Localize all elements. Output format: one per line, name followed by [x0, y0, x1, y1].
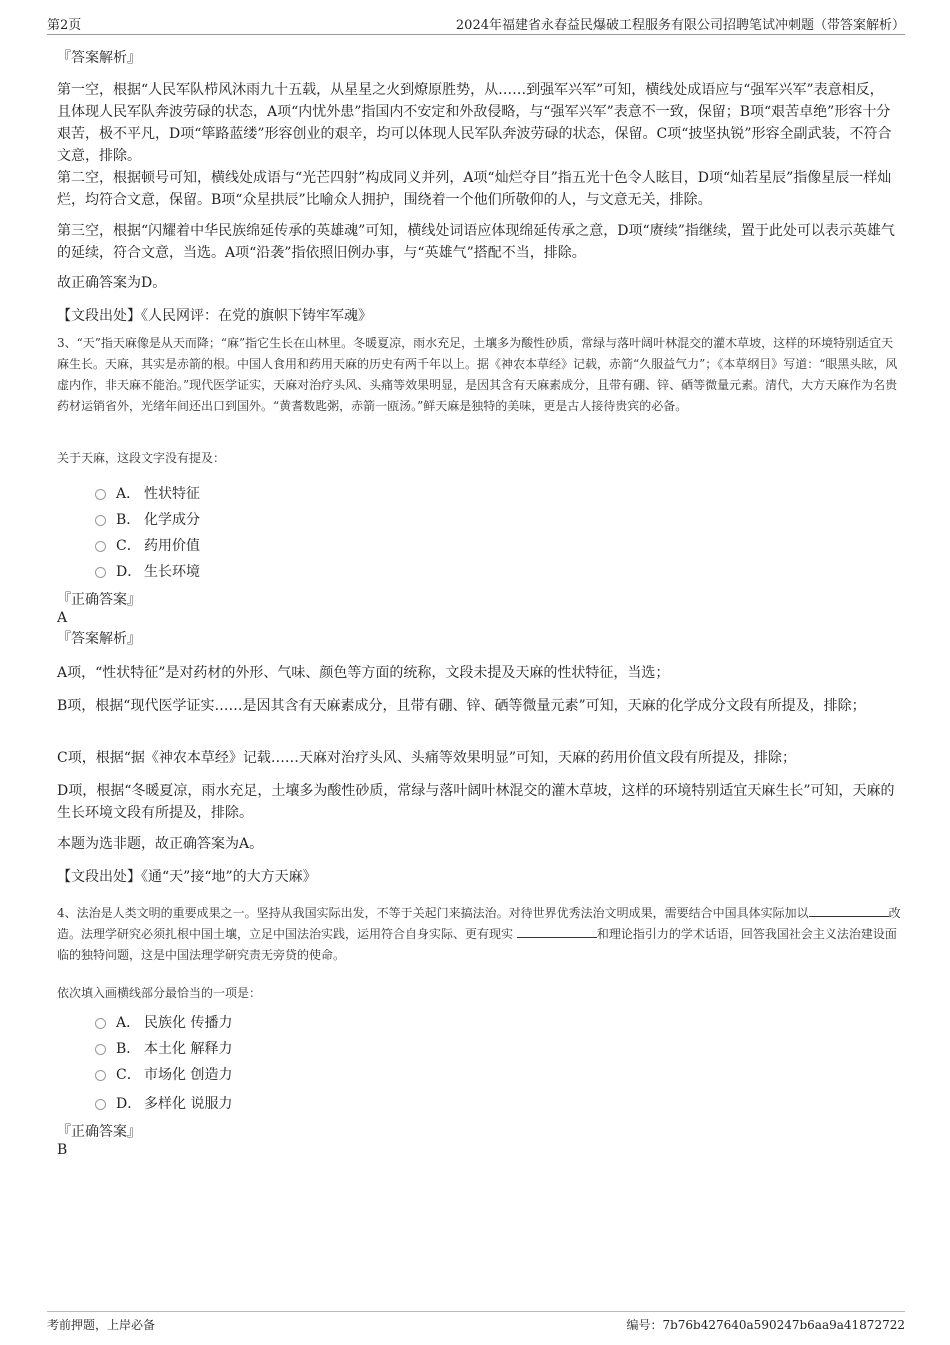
- source-citation: 【文段出处】《通“天”接“地”的大方天麻》: [57, 869, 317, 885]
- option-d[interactable]: [95, 1093, 232, 1115]
- option-a[interactable]: [95, 483, 200, 505]
- question-3-prompt: 关于天麻，这段文字没有提及：: [57, 451, 226, 465]
- option-text: 药用价值: [144, 538, 200, 554]
- passage-part-2: 改造。法理学研究必须扎根中国土壤，立足中国法治实践，运用符合自身实际、更有现实: [57, 906, 901, 941]
- footer-slogan: 考前押题，上岸必备: [47, 1318, 156, 1332]
- analysis-paragraph-3: 第三空，根据“闪耀着中华民族绵延传承的英雄魂”可知，横线处词语应体现绵延传承之意，D项“赓续”指继续，置于此处可以表示英雄气的延续，符合文意，当选。A项“沿袭”指依照旧例办事，与“英雄气”搭配不当，排除。: [57, 223, 895, 261]
- radio-icon[interactable]: [95, 1099, 106, 1110]
- analysis-paragraph-2: 第二空，根据顿号可知，横线处成语与“光芒四射”构成同义并列，A项“灿烂夺目”指五光十色令人眩目，D项“灿若星辰”指像星辰一样灿烂，均符合文意，保留。B项“众星拱辰”比喻众人拥护，围绕着一个他们所敬仰的人，与文意无关，排除。: [57, 170, 892, 208]
- correct-answer: A: [57, 610, 68, 626]
- fill-blank-1: [809, 904, 889, 917]
- analysis-conclusion: 故正确答案为D。: [57, 275, 167, 291]
- analysis-conclusion: 本题为选非题，故正确答案为A。: [57, 836, 264, 852]
- fill-blank-2: [517, 925, 597, 938]
- option-b[interactable]: [95, 509, 200, 531]
- option-text: 多样化 说服力: [144, 1096, 233, 1112]
- analysis-option-b: B项，根据“现代医学证实……是因其含有天麻素成分，且带有硼、锌、硒等微量元素”可知，天麻的化学成分文段有所提及，排除；: [57, 698, 866, 714]
- analysis-label: 『答案解析』: [57, 631, 141, 647]
- radio-icon[interactable]: [95, 1018, 106, 1029]
- option-key: B．: [116, 512, 141, 528]
- correct-answer-label: 『正确答案』: [57, 592, 141, 608]
- question-4-passage: [57, 903, 905, 966]
- option-key: C．: [116, 538, 141, 554]
- analysis-label: 『答案解析』: [57, 50, 141, 66]
- option-d[interactable]: [95, 561, 200, 583]
- radio-icon[interactable]: [95, 515, 106, 526]
- analysis-option-a: A项，“性状特征”是对药材的外形、气味、颜色等方面的统称，文段未提及天麻的性状特征，当选；: [57, 665, 670, 681]
- option-text: 化学成分: [144, 512, 200, 528]
- analysis-option-d: D项，根据“冬暖夏凉，雨水充足，土壤多为酸性砂质，常绿与落叶阔叶林混交的灌木草坡，这样的环境特别适宜天麻生长”可知，天麻的生长环境文段有所提及，排除。: [57, 783, 895, 821]
- passage-part-1: 4、法治是人类文明的重要成果之一。坚持从我国实际出发，不等于关起门来搞法治。对待世界优秀法治文明成果，需要结合中国具体实际加以: [57, 906, 809, 920]
- radio-icon[interactable]: [95, 567, 106, 578]
- option-text: 生长环境: [144, 564, 200, 580]
- radio-icon[interactable]: [95, 489, 106, 500]
- radio-icon[interactable]: [95, 1070, 106, 1081]
- question-3-passage: 3、“天”指天麻像是从天而降；“麻”指它生长在山林里。冬暖夏凉，雨水充足，土壤多为酸性砂质，常绿与落叶阔叶林混交的灌木草坡，这样的环境特别适宜天麻生长。天麻，其实是赤箭的根。中国人食用和药用天麻的历史有两千年以上。据《神农本草经》记载，赤箭“久服益气力”；《本草纲目》写道：“眼黑头眩，风虚内作，非天麻不能治。”现代医学证实，天麻对治疗头风、头痛等效果明显，是因其含有天麻素成分，且带有硼、锌、硒等微量元素。清代，大方天麻作为名贵药材运销省外，光绪年间还出口到国外。“黄耆数匙粥，赤箭一瓯汤。”鲜天麻是独特的美味，更是古人接待贵宾的必备。: [57, 336, 898, 413]
- option-key: A．: [116, 1015, 141, 1031]
- source-citation: 【文段出处】《人民网评：在党的旗帜下铸牢军魂》: [57, 308, 372, 324]
- document-title: 2024年福建省永春益民爆破工程服务有限公司招聘笔试冲刺题（带答案解析）: [455, 18, 905, 33]
- analysis-option-c: C项，根据“据《神农本草经》记载……天麻对治疗头风、头痛等效果明显”可知，天麻的药用价值文段有所提及，排除；: [57, 750, 797, 766]
- option-c[interactable]: [95, 535, 200, 557]
- correct-answer-label: 『正确答案』: [57, 1124, 141, 1140]
- option-text: 性状特征: [144, 486, 200, 502]
- analysis-paragraph-1: 第一空，根据“人民军队栉风沐雨九十五载，从星星之火到燎原胜势，从……到强军兴军”可知，横线处成语应与“强军兴军”表意相反，且体现人民军队奔波劳碌的状态，A项“内忧外患”指国内不安定和外敌侵略，与“强军兴军”表意不一致，保留；B项“艰苦卓绝”形容十分艰苦，极不平凡，D项“筚路蓝缕”形容创业的艰辛，均可以体现人民军队奔波劳碌的状态，保留。C项“披坚执锐”形容全副武装，不符合文意，排除。: [57, 82, 892, 164]
- page-number: 第2页: [47, 18, 82, 33]
- option-key: C．: [116, 1067, 141, 1083]
- option-key: B．: [116, 1041, 141, 1057]
- passage-part-3: 和理论指引力的学术话语，回答我国社会主义法治建设面临的独特问题，这是中国法理学研究责无旁贷的使命。: [57, 927, 897, 962]
- option-text: 本土化 解释力: [144, 1041, 233, 1057]
- option-b[interactable]: [95, 1038, 232, 1060]
- option-key: A．: [116, 486, 141, 502]
- page-footer: [47, 1311, 905, 1335]
- page-header: [47, 14, 905, 35]
- option-key: D．: [116, 564, 142, 580]
- radio-icon[interactable]: [95, 541, 106, 552]
- correct-answer: B: [57, 1142, 68, 1158]
- document-id: 编号：7b76b427640a590247b6aa9a41872722: [626, 1318, 905, 1332]
- question-4-prompt: 依次填入画横线部分最恰当的一项是：: [57, 986, 262, 1000]
- radio-icon[interactable]: [95, 1044, 106, 1055]
- option-text: 市场化 创造力: [144, 1067, 233, 1083]
- option-key: D．: [116, 1096, 142, 1112]
- option-c[interactable]: [95, 1064, 232, 1086]
- option-a[interactable]: [95, 1012, 232, 1034]
- option-text: 民族化 传播力: [144, 1015, 233, 1031]
